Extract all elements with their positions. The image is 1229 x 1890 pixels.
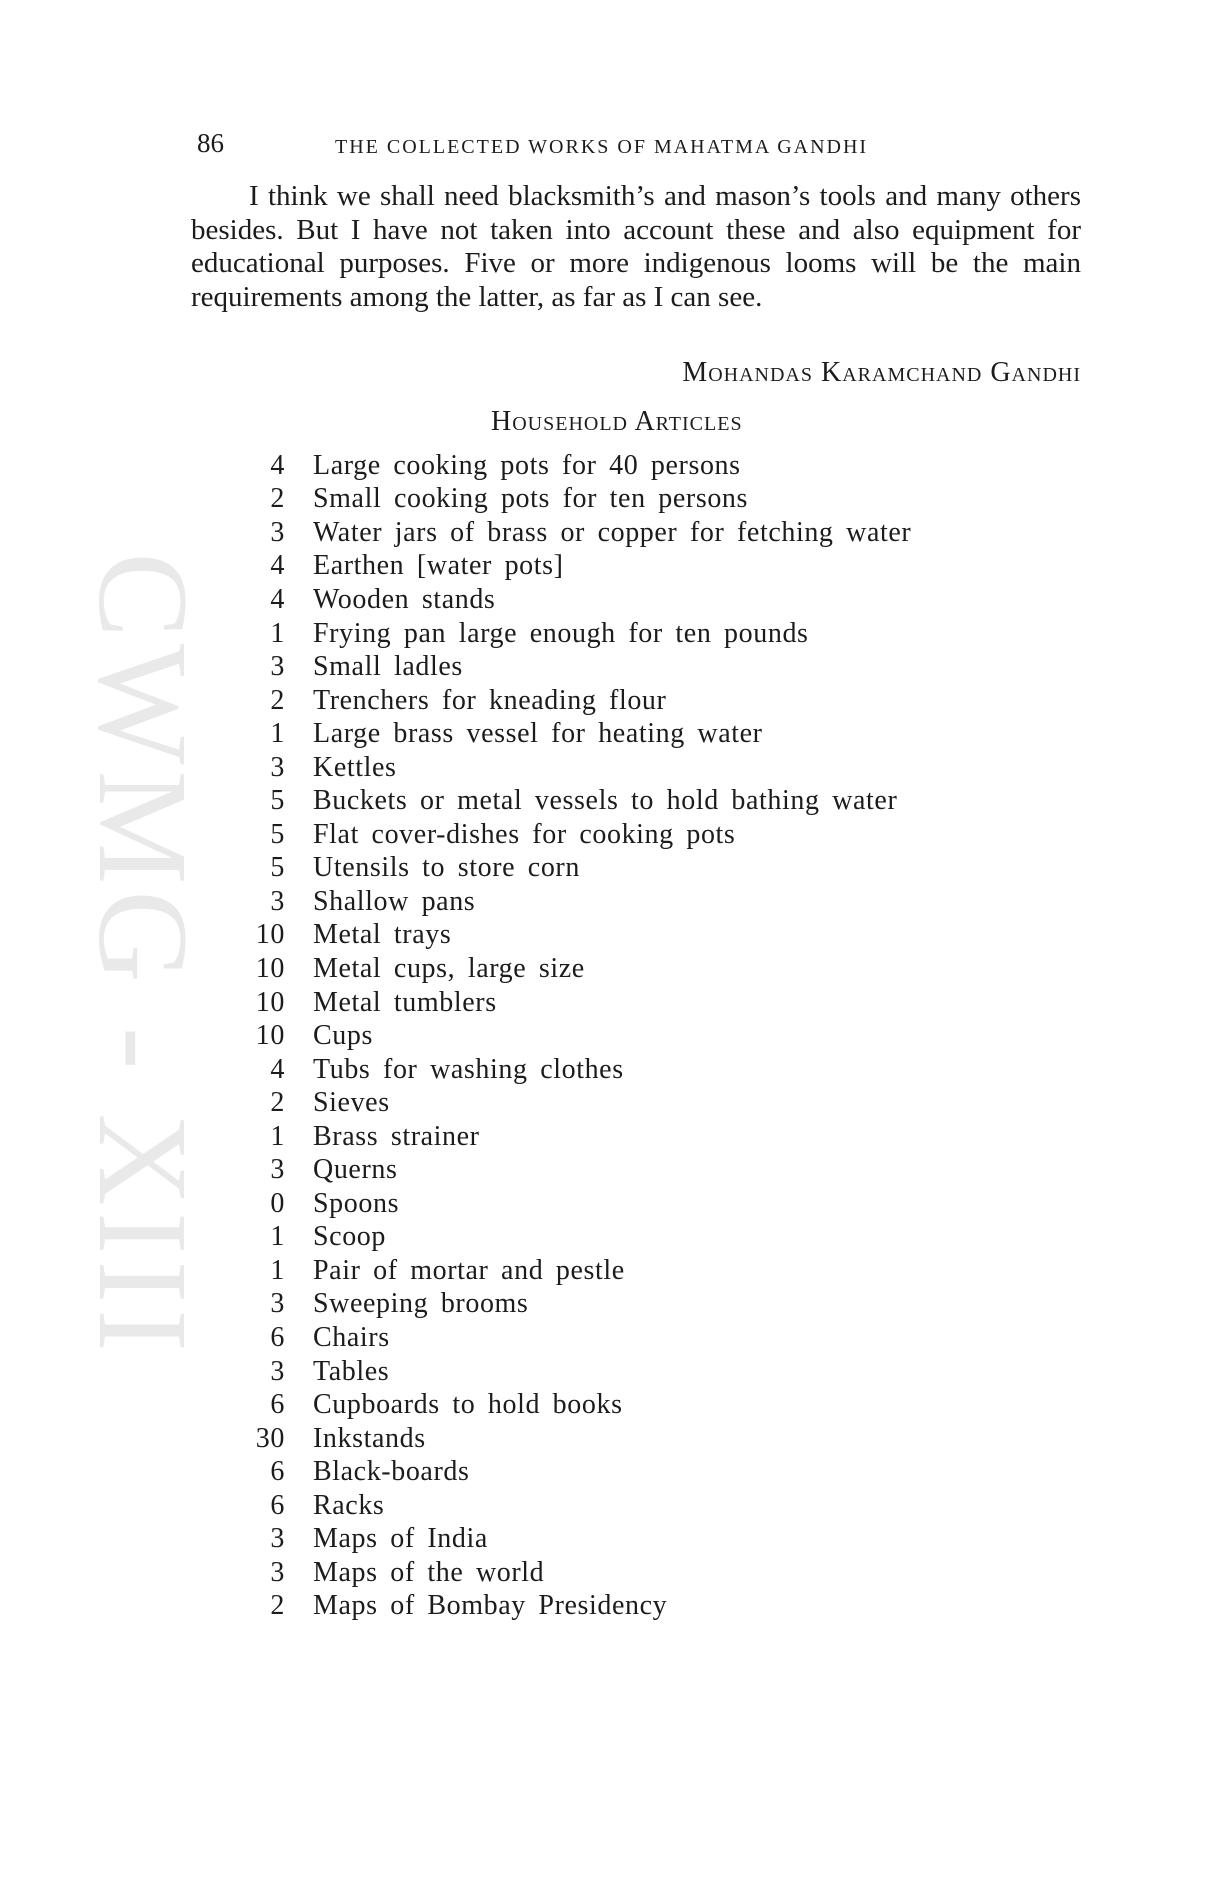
item-quantity: 1 [270, 1120, 285, 1152]
list-item [235, 818, 1035, 852]
item-description: Metal tumblers [313, 986, 497, 1018]
item-quantity: 6 [270, 1389, 285, 1421]
list-item [235, 483, 1035, 517]
list-item [235, 986, 1035, 1020]
item-quantity: 10 [255, 952, 285, 984]
list-item [235, 885, 1035, 919]
list-item [235, 1153, 1035, 1187]
item-description: Shallow pans [313, 885, 476, 917]
item-description: Maps of the world [313, 1556, 545, 1588]
page-number: 86 [197, 128, 224, 158]
item-description: Pair of mortar and pestle [313, 1254, 625, 1286]
item-quantity: 2 [270, 483, 285, 515]
list-item [235, 1590, 1035, 1624]
item-description: Metal cups, large size [313, 952, 585, 984]
item-quantity: 6 [270, 1321, 285, 1353]
body-paragraph: I think we shall need blacksmith’s and mason’s tools and many others besides. But I have not taken into account these and also equipment for educational purposes. Five or more indigenous looms will be the main requirements among the latter, as far as I can see. [191, 180, 1081, 313]
item-quantity: 3 [270, 751, 285, 783]
item-quantity: 1 [270, 718, 285, 750]
item-description: Inkstands [313, 1422, 426, 1454]
item-quantity: 2 [270, 1590, 285, 1622]
item-description: Frying pan large enough for ten pounds [313, 617, 809, 649]
list-item [235, 1288, 1035, 1322]
item-quantity: 3 [270, 516, 285, 548]
item-description: Metal trays [313, 919, 452, 951]
item-quantity: 5 [270, 785, 285, 817]
running-title: THE COLLECTED WORKS OF MAHATMA GANDHI [335, 136, 869, 158]
item-description: Sweeping brooms [313, 1288, 529, 1320]
item-description: Wooden stands [313, 583, 496, 615]
item-description: Water jars of brass or copper for fetching water [313, 516, 912, 548]
item-description: Tubs for washing clothes [313, 1053, 624, 1085]
item-description: Sieves [313, 1087, 390, 1119]
item-quantity: 3 [270, 1355, 285, 1387]
list-item [235, 751, 1035, 785]
item-quantity: 1 [270, 1221, 285, 1253]
list-item [235, 1556, 1035, 1590]
list-item [235, 919, 1035, 953]
watermark [72, 505, 238, 1405]
item-description: Racks [313, 1489, 385, 1521]
watermark-text: CWMG - XIII [72, 552, 214, 1358]
item-quantity: 3 [270, 1556, 285, 1588]
list-item [235, 1355, 1035, 1389]
item-description: Querns [313, 1154, 398, 1186]
page-header [197, 128, 1081, 168]
list-item [235, 852, 1035, 886]
list-item [235, 550, 1035, 584]
item-quantity: 2 [270, 1087, 285, 1119]
item-quantity: 10 [255, 986, 285, 1018]
item-quantity: 4 [270, 1053, 285, 1085]
item-quantity: 4 [270, 449, 285, 481]
item-description: Large brass vessel for heating water [313, 718, 763, 750]
list-item [235, 1489, 1035, 1523]
list-item [235, 583, 1035, 617]
section-heading: Household Articles [491, 406, 743, 437]
list-item [235, 617, 1035, 651]
item-quantity: 6 [270, 1489, 285, 1521]
item-description: Brass strainer [313, 1120, 480, 1152]
item-quantity: 5 [270, 852, 285, 884]
list-item [235, 952, 1035, 986]
item-quantity: 3 [270, 1288, 285, 1320]
item-description: Chairs [313, 1321, 390, 1353]
item-quantity: 4 [270, 583, 285, 615]
item-quantity: 0 [270, 1187, 285, 1219]
item-quantity: 2 [270, 684, 285, 716]
item-quantity: 3 [270, 1523, 285, 1555]
list-item [235, 1221, 1035, 1255]
household-articles-list [235, 449, 1035, 1623]
list-item [235, 1321, 1035, 1355]
item-description: Earthen [water pots] [313, 550, 564, 582]
list-item [235, 1019, 1035, 1053]
item-quantity: 1 [270, 617, 285, 649]
item-description: Scoop [313, 1221, 386, 1253]
list-item [235, 650, 1035, 684]
list-item [235, 1422, 1035, 1456]
item-description: Kettles [313, 751, 397, 783]
list-item [235, 717, 1035, 751]
item-description: Small cooking pots for ten persons [313, 483, 749, 515]
item-description: Maps of India [313, 1523, 488, 1555]
item-description: Flat cover-dishes for cooking pots [313, 818, 736, 850]
list-item [235, 1053, 1035, 1087]
list-item [235, 516, 1035, 550]
item-description: Utensils to store corn [313, 852, 580, 884]
item-quantity: 30 [255, 1422, 285, 1454]
item-description: Small ladles [313, 651, 463, 683]
item-description: Cupboards to hold books [313, 1389, 623, 1421]
item-quantity: 10 [255, 919, 285, 951]
list-item [235, 1254, 1035, 1288]
item-description: Trenchers for kneading flour [313, 684, 667, 716]
item-description: Large cooking pots for 40 persons [313, 449, 741, 481]
item-quantity: 3 [270, 1154, 285, 1186]
item-description: Spoons [313, 1187, 400, 1219]
list-item [235, 784, 1035, 818]
list-item [235, 1187, 1035, 1221]
item-quantity: 3 [270, 885, 285, 917]
list-item [235, 1523, 1035, 1557]
item-description: Tables [313, 1355, 390, 1387]
item-quantity: 4 [270, 550, 285, 582]
list-item [235, 1388, 1035, 1422]
item-quantity: 10 [255, 1020, 285, 1052]
signature: Mohandas Karamchand Gandhi [682, 357, 1081, 388]
item-description: Cups [313, 1020, 373, 1052]
list-item [235, 1120, 1035, 1154]
item-description: Black-boards [313, 1456, 470, 1488]
list-item [235, 1086, 1035, 1120]
item-quantity: 3 [270, 651, 285, 683]
item-description: Buckets or metal vessels to hold bathing water [313, 785, 898, 817]
list-item [235, 1455, 1035, 1489]
item-quantity: 1 [270, 1254, 285, 1286]
list-item [235, 449, 1035, 483]
item-quantity: 6 [270, 1456, 285, 1488]
list-item [235, 684, 1035, 718]
item-quantity: 5 [270, 818, 285, 850]
item-description: Maps of Bombay Presidency [313, 1590, 668, 1622]
